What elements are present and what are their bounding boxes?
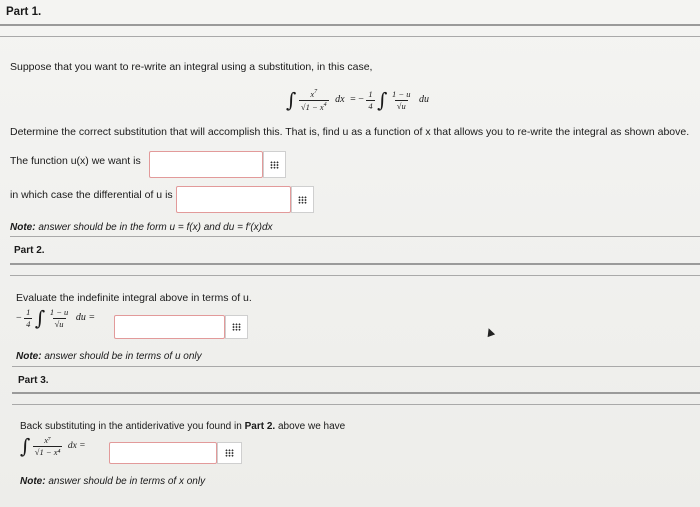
grid-icon — [232, 323, 241, 331]
part3-prompt: Back substituting in the antiderivative you found in Part 2. above we have — [20, 421, 346, 432]
part1-header-rule-lower — [0, 36, 700, 37]
grid-icon — [298, 196, 307, 204]
part2-header: Part 2. — [14, 245, 45, 256]
function-label: The function u(x) we want is — [10, 155, 141, 167]
equation-lhs-fraction: $\frac{x^7}{√1 - x^4}$ — [300, 89, 327, 112]
u-of-x-input[interactable] — [149, 151, 263, 178]
part2-header-rule — [10, 263, 700, 265]
grid-icon — [270, 161, 279, 169]
part1-header-rule — [0, 24, 700, 26]
part1-header: Part 1. — [6, 6, 42, 18]
differential-label: in which case the differential of u is — [10, 189, 173, 201]
equation-fraction: $\frac{1 - u}{√u}$ — [49, 307, 69, 329]
part2-prompt: Evaluate the indefinite integral above in terms of u. — [16, 292, 252, 304]
math-keyboard-button[interactable] — [225, 315, 248, 339]
part3-header: Part 3. — [18, 375, 49, 386]
math-keyboard-button[interactable] — [291, 186, 314, 213]
part1-determine-text: Determine the correct substitution that will accomplish this. That is, find u as a function of x that allows you to re-write the integral as shown above. — [10, 126, 690, 138]
du-input[interactable] — [176, 186, 291, 213]
math-keyboard-button[interactable] — [217, 442, 242, 464]
part2-top-rule — [10, 236, 700, 237]
math-keyboard-button[interactable] — [263, 151, 286, 178]
grid-icon — [225, 449, 234, 457]
part3-header-rule — [12, 392, 700, 394]
part2-note: Note: answer should be in terms of u only — [16, 351, 202, 362]
part1-intro: Suppose that you want to re-write an integral using a substitution, in this case, — [10, 61, 373, 73]
part3-header-rule-lower — [12, 404, 700, 405]
equation-quarter: $\frac{1}{4}$ — [368, 89, 373, 111]
mouse-cursor-icon — [485, 327, 495, 337]
integral-sign: ∫ — [20, 434, 31, 458]
part3-answer-input[interactable] — [109, 442, 217, 464]
part3-equation: ∫ $\frac{\text{x⁷}}{\text{√1 − x⁴}}$ dx = — [20, 434, 86, 458]
part2-equation: − $\frac{1}{4}$ ∫ $\frac{1 - u}{√u}$ du = — [16, 306, 96, 330]
part1-equation: ∫ $\frac{x^7}{√1 - x^4}$ dx = − $\frac{1}{4}$ ∫ $\frac{1 - u}{√u}$ du — [286, 88, 430, 112]
equation-quarter: $\frac{1}{4}$ — [26, 307, 31, 329]
part3-note: Note: answer should be in terms of x only — [20, 476, 206, 487]
part1-note: Note: answer should be in the form u = f(x) and du = f′(x)dx — [10, 222, 273, 233]
integral-sign: ∫ — [286, 88, 297, 112]
equation-fraction: $\frac{\text{x⁷}}{\text{√1 − x⁴}}$ — [34, 435, 61, 457]
equation-rhs-fraction: $\frac{1 - u}{√u}$ — [392, 89, 411, 111]
part3-top-rule — [12, 366, 700, 367]
integral-sign: ∫ — [34, 306, 46, 330]
part2-answer-input[interactable] — [114, 315, 225, 339]
integral-sign: ∫ — [377, 88, 388, 112]
part2-header-rule-lower — [10, 275, 700, 276]
